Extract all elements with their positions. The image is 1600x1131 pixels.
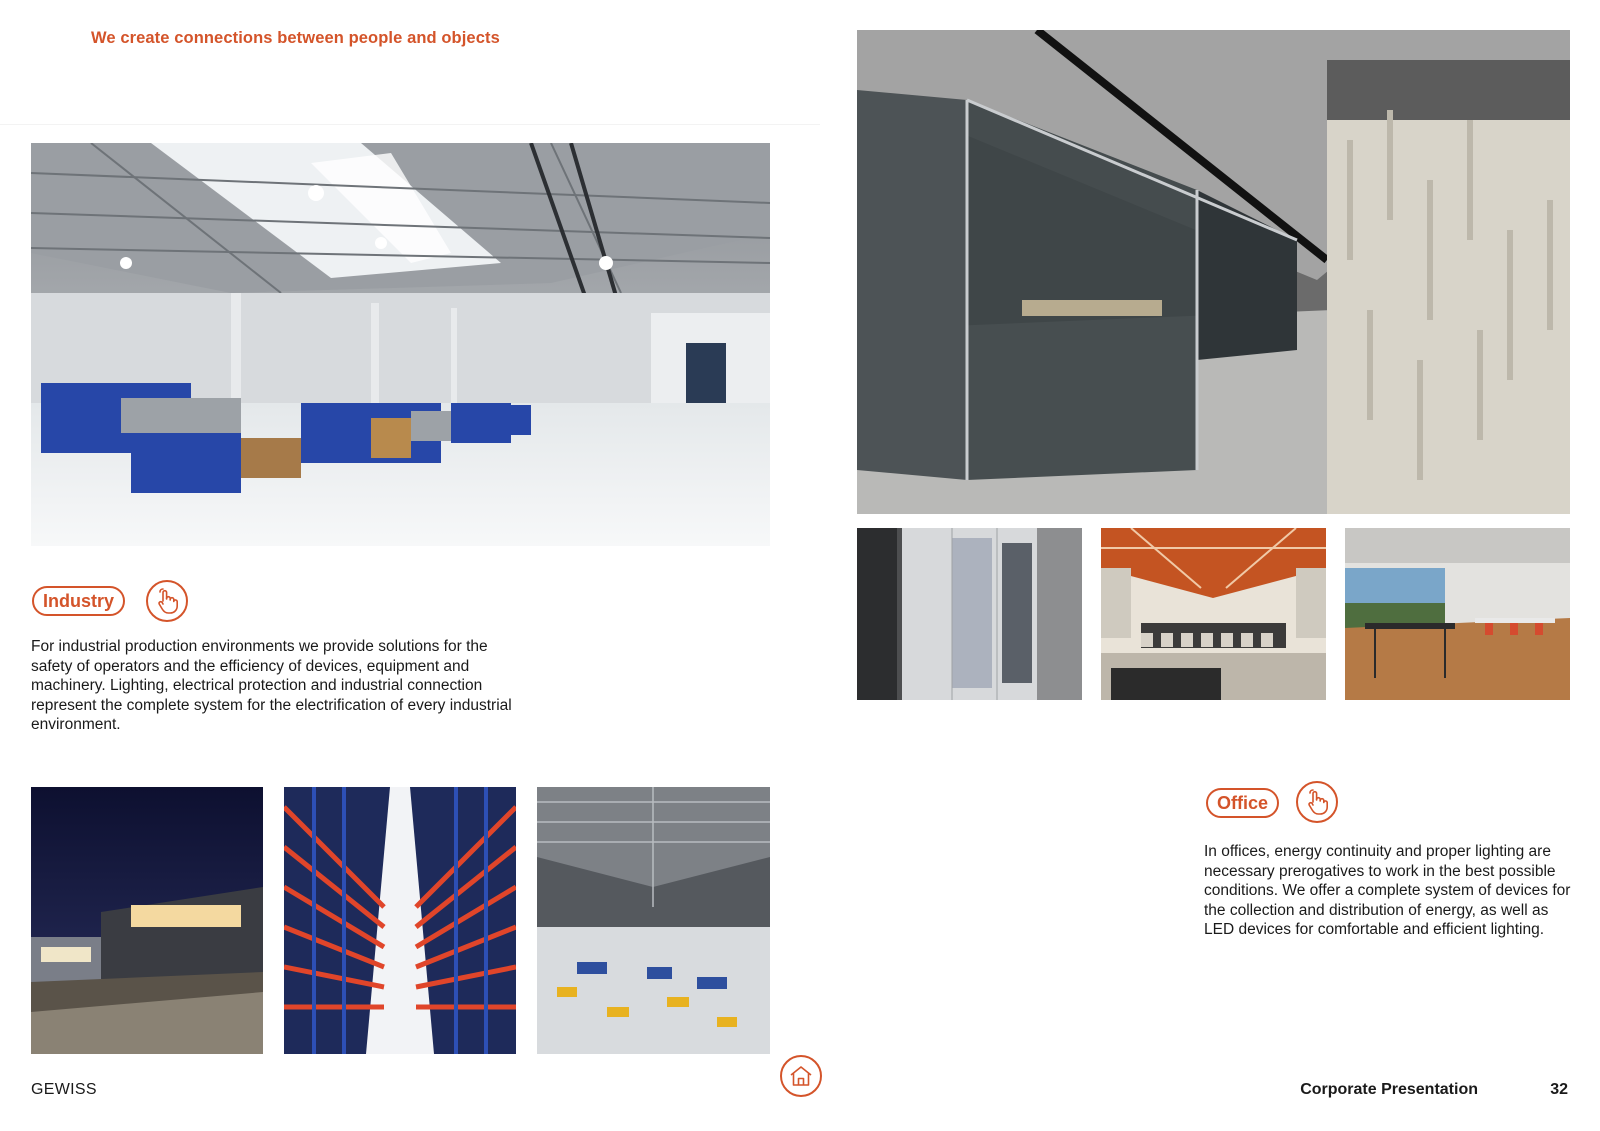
home-button[interactable] <box>780 1055 822 1097</box>
office-glass-meeting-room-photo <box>857 30 1570 514</box>
industry-hand-pointer-button[interactable] <box>146 580 188 622</box>
header-divider <box>0 124 820 125</box>
auditorium-orange-ceiling-photo <box>1101 528 1326 700</box>
page-number: 32 <box>1550 1081 1568 1098</box>
industry-description: For industrial production environments we provide solutions for the safety of operators and the efficiency of devices, equipment and machinery. Lighting, electrical protection and industrial connection represent the complete system for the electrification of every industrial environment. <box>31 638 512 734</box>
brand-name: GEWISS <box>31 1081 97 1098</box>
warehouse-racks-photo <box>284 787 516 1054</box>
hand-pointer-icon <box>1305 789 1329 815</box>
electrical-switchboard-photo <box>857 528 1082 700</box>
office-category-label: Office <box>1216 793 1268 813</box>
industry-category-badge <box>32 586 125 616</box>
industry-factory-photo <box>31 143 770 546</box>
document-title: Corporate Presentation <box>1300 1081 1478 1098</box>
page-tagline: We create connections between people and objects <box>91 29 500 47</box>
industry-category-label: Industry <box>42 591 114 611</box>
production-hall-photo <box>537 787 770 1054</box>
office-hand-pointer-button[interactable] <box>1296 781 1338 823</box>
industry-building-night-photo <box>31 787 263 1054</box>
office-cafeteria-photo <box>1345 528 1570 700</box>
office-description: In offices, energy continuity and proper lighting are necessary prerogatives to work in the best possible conditions. We offer a complete system of devices for the collection and distribution of energy, as well as LED devices for comfortable and efficient lighting. <box>1204 843 1571 939</box>
home-icon <box>789 1065 813 1087</box>
hand-pointer-icon <box>155 588 179 614</box>
office-category-badge <box>1206 788 1279 818</box>
